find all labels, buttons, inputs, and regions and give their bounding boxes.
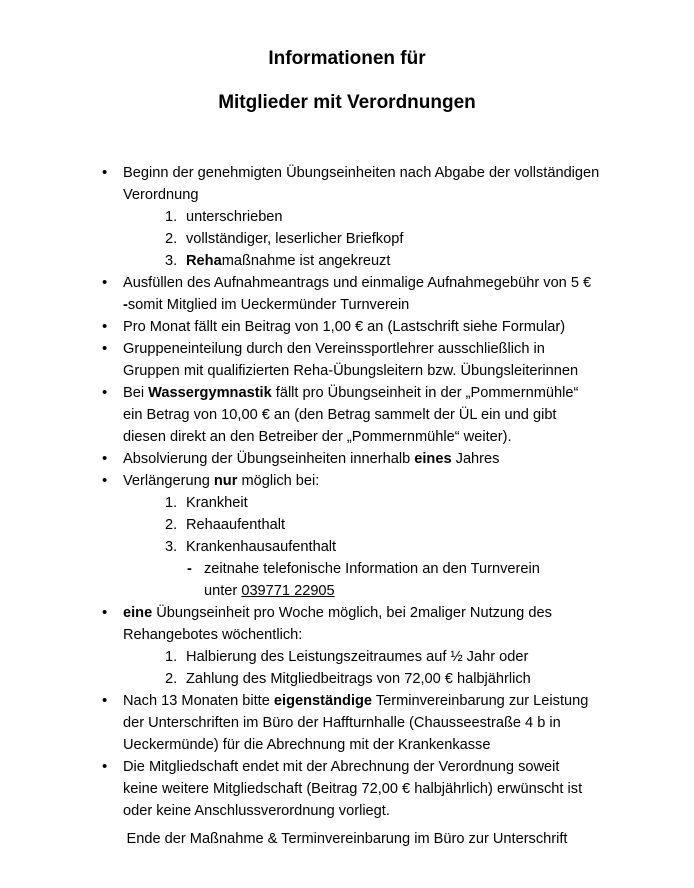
item-7-line1 [123, 470, 319, 492]
item-1-line1: Beginn der genehmigten Übungseinheiten nach Abgabe der vollständigen [123, 165, 600, 181]
item-5-line1 [123, 382, 578, 404]
dash-item-line1: zeitnahe telefonische Information an den Turnverein [204, 561, 540, 577]
item-5-pre: Bei [123, 385, 149, 401]
item-7-pre: Verlängerung [123, 473, 214, 489]
bullet: • [102, 164, 108, 181]
item-10-line3: oder keine Anschlussverordnung vorliegt. [123, 803, 390, 819]
item-9-post: Terminvereinbarung zur Leistung [372, 693, 589, 709]
bullet: • [102, 274, 108, 291]
bullet: • [102, 692, 108, 709]
sub-item [186, 250, 390, 272]
item-2-line2 [123, 294, 409, 316]
item-10-line2: keine weitere Mitgliedschaft (Beitrag 72,00 € halbjährlich) erwünscht ist [123, 781, 583, 797]
sub-item: Halbierung des Leistungszeitraumes auf ½ Jahr oder [186, 649, 529, 665]
sub-number: 1. [165, 495, 178, 511]
sub-item: vollständiger, leserlicher Briefkopf [186, 231, 404, 247]
item-2-dash: - [123, 297, 128, 313]
sub-item: Zahlung des Mitgliedbeitrags von 72,00 € halbjährlich [186, 671, 531, 687]
sub-number: 1. [165, 649, 178, 665]
item-4-line1: Gruppeneinteilung durch den Vereinssportlehrer ausschließlich in [123, 341, 545, 357]
sub-number: 1. [165, 209, 178, 225]
item-8-line1 [123, 602, 552, 624]
item-5-line2: ein Betrag von 10,00 € an (den Betrag sammelt der ÜL ein und gibt [123, 407, 557, 423]
sub-item: Krankenhausaufenthalt [186, 539, 337, 555]
dash-marker: - [187, 561, 192, 577]
item-10-line1: Die Mitgliedschaft endet mit der Abrechnung der Verordnung soweit [123, 759, 560, 775]
item-9-line1 [123, 690, 588, 712]
item-7-bold: nur [213, 473, 238, 489]
item-9-line3: Ueckermünde) für die Abrechnung mit der Krankenkasse [123, 737, 491, 753]
item-7-post: möglich bei: [237, 473, 320, 489]
page-title-line2: Mitglieder mit Verordnungen [218, 92, 476, 113]
item-4-line2: Gruppen mit qualifizierten Reha-Übungsleitern bzw. Übungsleiterinnen [123, 363, 579, 379]
sub-item: Rehaaufenthalt [186, 517, 285, 533]
item-9-pre: Nach 13 Monaten bitte [123, 693, 274, 709]
sub-item: Krankheit [186, 495, 248, 511]
sub-number: 3. [165, 539, 178, 555]
sub-item-bold: Reha [186, 253, 222, 269]
bullet: • [102, 318, 108, 335]
item-6-post: Jahres [451, 451, 500, 467]
bullet: • [102, 604, 108, 621]
bullet: • [102, 472, 108, 489]
item-2-line1: Ausfüllen des Aufnahmeantrags und einmalige Aufnahmegebühr von 5 € [123, 275, 592, 291]
dash-item-line2 [204, 580, 335, 602]
sub-number: 2. [165, 671, 178, 687]
item-6-line1 [123, 448, 499, 470]
item-5-post: fällt pro Übungseinheit in der „Pommernmühle“ [271, 385, 579, 401]
bullet: • [102, 340, 108, 357]
item-3-line1: Pro Monat fällt ein Beitrag von 1,00 € an (Lastschrift siehe Formular) [123, 319, 566, 335]
item-6-pre: Absolvierung der Übungseinheiten innerhalb [123, 451, 415, 467]
phone-number: 039771 22905 [241, 583, 335, 599]
sub-item: unterschrieben [186, 209, 283, 225]
item-5-line3: diesen direkt an den Betreiber der „Pommernmühle“ weiter). [123, 429, 512, 445]
item-8-bold: eine [123, 605, 153, 621]
sub-number: 2. [165, 517, 178, 533]
sub-number: 2. [165, 231, 178, 247]
item-1-line2: Verordnung [123, 187, 199, 203]
sub-item-text: maßnahme ist angekreuzt [221, 253, 391, 269]
bullet: • [102, 450, 108, 467]
bullet: • [102, 384, 108, 401]
sub-number: 3. [165, 253, 178, 269]
dash-item-pre: unter [204, 583, 242, 599]
item-5-bold: Wassergymnastik [148, 385, 272, 401]
footer-note: Ende der Maßnahme & Terminvereinbarung im Büro zur Unterschrift [126, 831, 568, 847]
item-9-line2: der Unterschriften im Büro der Haffturnhalle (Chausseestraße 4 b in [123, 715, 561, 731]
item-6-bold: eines [414, 451, 452, 467]
bullet: • [102, 758, 108, 775]
page-title-line1: Informationen für [268, 48, 426, 69]
item-9-bold: eigenständige [273, 693, 373, 709]
item-8-post: Übungseinheit pro Woche möglich, bei 2maliger Nutzung des [152, 605, 552, 621]
item-2-text: somit Mitglied im Ueckermünder Turnverein [127, 297, 410, 313]
item-8-line2: Rehangebotes wöchentlich: [123, 627, 303, 643]
